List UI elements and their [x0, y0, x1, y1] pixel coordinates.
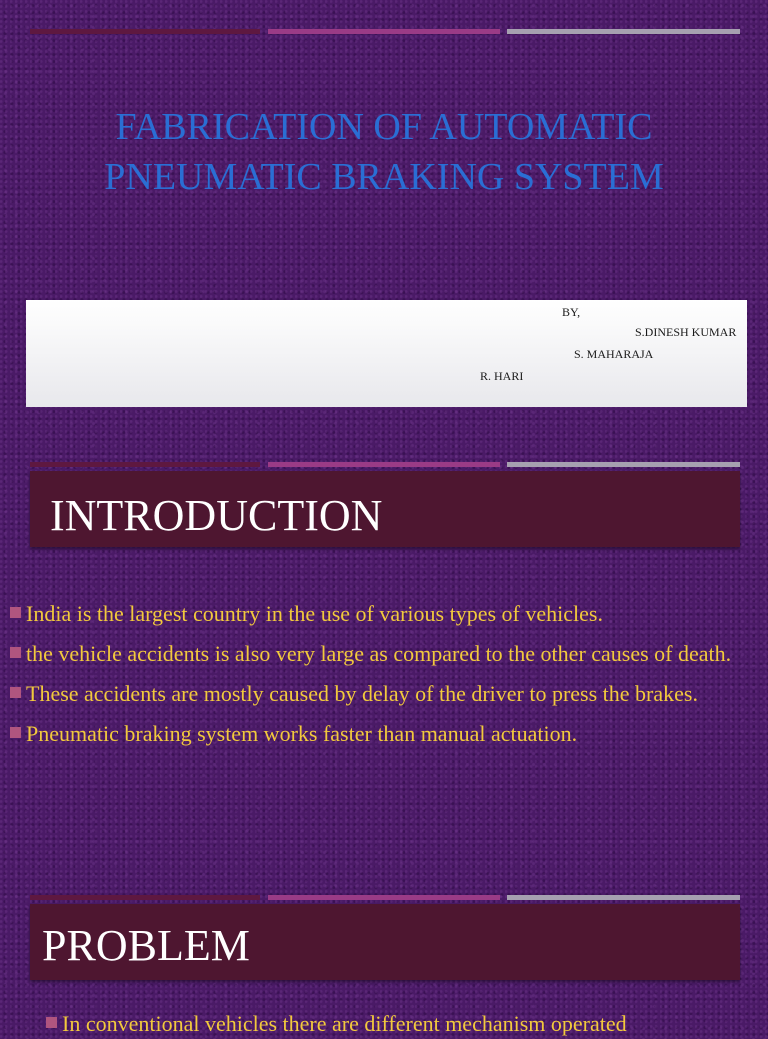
bullet-item — [8, 638, 760, 669]
bullet-text: the vehicle accidents is also very large as compared to the other causes of death. — [26, 641, 732, 666]
title-line-1: FABRICATION OF AUTOMATIC — [115, 106, 653, 148]
slide-1-stripe-1 — [30, 29, 260, 34]
slide-2-stripe-1 — [30, 462, 260, 467]
bullet-item — [8, 678, 760, 709]
slide-2-stripe-3 — [507, 462, 740, 467]
author-2: S. MAHARAJA — [574, 347, 654, 361]
bullet-item — [8, 718, 760, 749]
title-line-2: PNEUMATIC BRAKING SYSTEM — [104, 156, 664, 198]
slide-2-stripe-2 — [268, 462, 500, 467]
slide-1-stripe-3 — [507, 29, 740, 34]
bullet-square-icon — [10, 647, 21, 658]
slide-3-stripe-1 — [30, 895, 260, 900]
bullet-square-icon — [46, 1017, 57, 1028]
by-label: BY, — [562, 305, 581, 319]
byline-box — [26, 300, 747, 407]
bullet-square-icon — [10, 607, 21, 618]
author-3: R. HARI — [480, 369, 524, 383]
introduction-band — [30, 471, 740, 547]
introduction-heading: INTRODUCTION — [50, 491, 383, 540]
bullet-text: These accidents are mostly caused by delay of the driver to press the brakes. — [26, 681, 698, 706]
slide-title — [0, 102, 768, 202]
author-1: S.DINESH KUMAR — [635, 325, 737, 339]
slide-1-stripe-2 — [268, 29, 500, 34]
bullet-text: India is the largest country in the use of various types of vehicles. — [26, 601, 603, 626]
introduction-bullets — [8, 598, 760, 758]
bullet-square-icon — [10, 727, 21, 738]
slide-3-stripe-3 — [507, 895, 740, 900]
problem-heading: PROBLEM — [42, 921, 250, 970]
bullet-square-icon — [10, 687, 21, 698]
problem-band — [30, 904, 740, 980]
bullet-item — [8, 598, 760, 629]
bullet-text: Pneumatic braking system works faster than manual actuation. — [26, 721, 578, 746]
problem-bullet-text: In conventional vehicles there are different mechanism operated — [62, 1011, 627, 1036]
slide-3-stripe-2 — [268, 895, 500, 900]
